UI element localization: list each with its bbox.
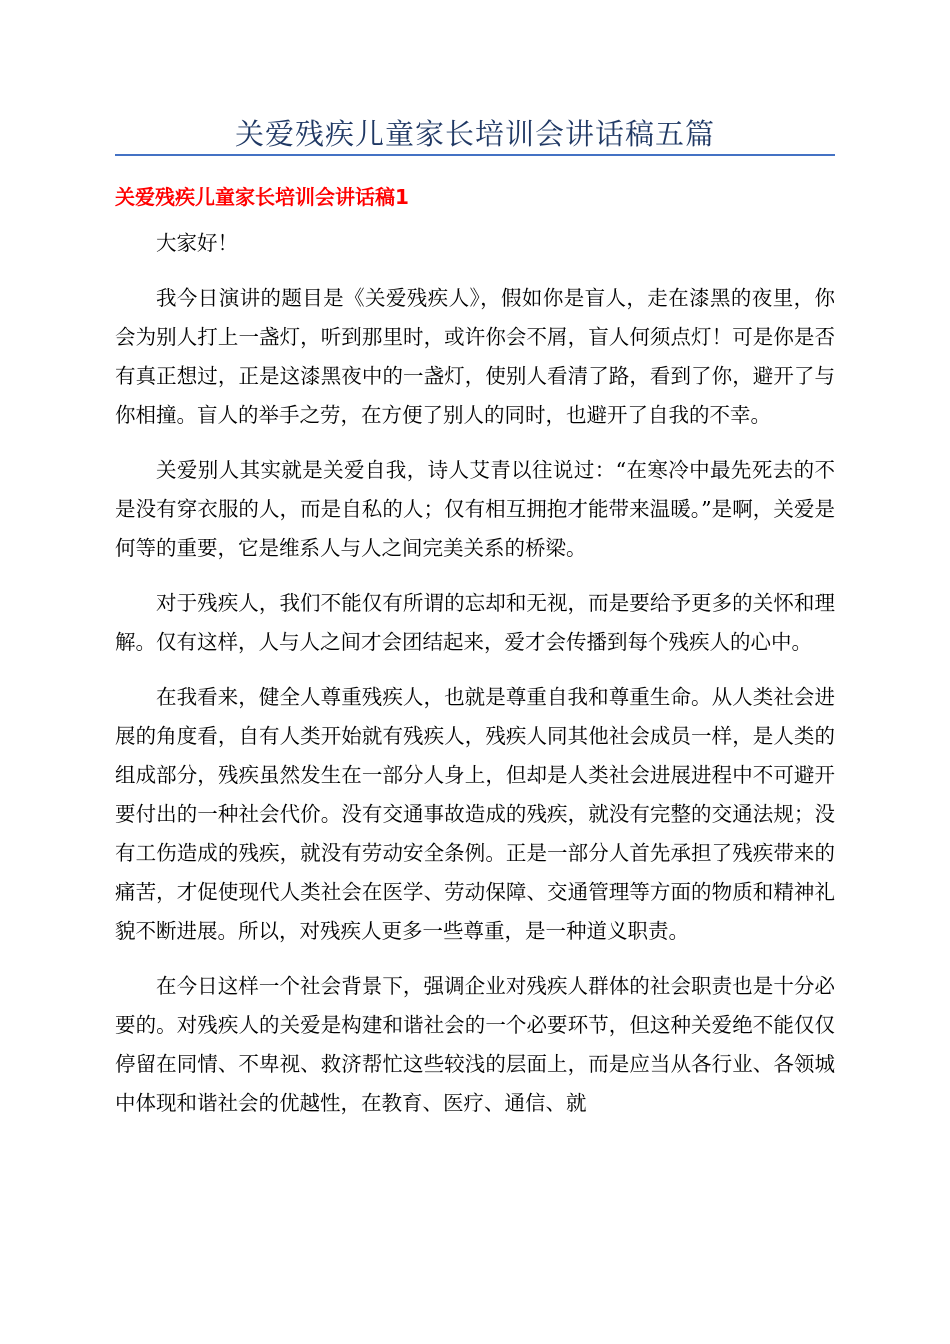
paragraph-5: 在今日这样一个社会背景下，强调企业对残疾人群体的社会职责也是十分必要的。对残疾人的关爱是构建和谐社会的一个必要环节，但这种关爱绝不能仅仅停留在同情、不卑视、救济帮忙这些较浅的层面上，而是应当从各行业、各领城中体现和谐社会的优越性，在教育、医疗、通信、就 <box>115 974 835 1115</box>
paragraph-2: 关爱别人其实就是关爱自我，诗人艾青以往说过：“在寒冷中最先死去的不是没有穿衣服的人，而是自私的人；仅有相互拥抱才能带来温暖。”是啊，关爱是何等的重要，它是维系人与人之间完美关系的桥梁。 <box>115 458 835 560</box>
title-underline-rule <box>115 154 835 156</box>
paragraph-1: 我今日演讲的题目是《关爱残疾人》，假如你是盲人，走在漆黑的夜里，你会为别人打上一盏灯，听到那里时，或许你会不屑，盲人何须点灯！可是你是否有真正想过，正是这漆黑夜中的一盏灯，使别人看清了路，看到了你，避开了与你相撞。盲人的举手之劳，在方便了别人的同时，也避开了自我的不幸。 <box>115 286 835 427</box>
document-body <box>115 224 835 1139</box>
paragraph-3: 对于残疾人，我们不能仅有所谓的忘却和无视，而是要给予更多的关怀和理解。仅有这样，人与人之间才会团结起来，爱才会传播到每个残疾人的心中。 <box>115 591 835 654</box>
paragraph-4: 在我看来，健全人尊重残疾人，也就是尊重自我和尊重生命。从人类社会进展的角度看，自有人类开始就有残疾人，残疾人同其他社会成员一样，是人类的组成部分，残疾虽然发生在一部分人身上，但却是人类社会进展进程中不可避开要付出的一种社会代价。没有交通事故造成的残疾，就没有完整的交通法规；没有工伤造成的残疾，就没有劳动安全条例。正是一部分人首先承担了残疾带来的痛苦，才促使现代人类社会在医学、劳动保障、交通管理等方面的物质和精神礼貌不断进展。所以，对残疾人更多一些尊重，是一种道义职责。 <box>115 685 835 943</box>
paragraph-greeting: 大家好！ <box>156 231 238 255</box>
section-heading: 关爱残疾儿童家长培训会讲话稿1 <box>115 185 409 209</box>
document-title: 关爱残疾儿童家长培训会讲话稿五篇 <box>234 117 715 151</box>
